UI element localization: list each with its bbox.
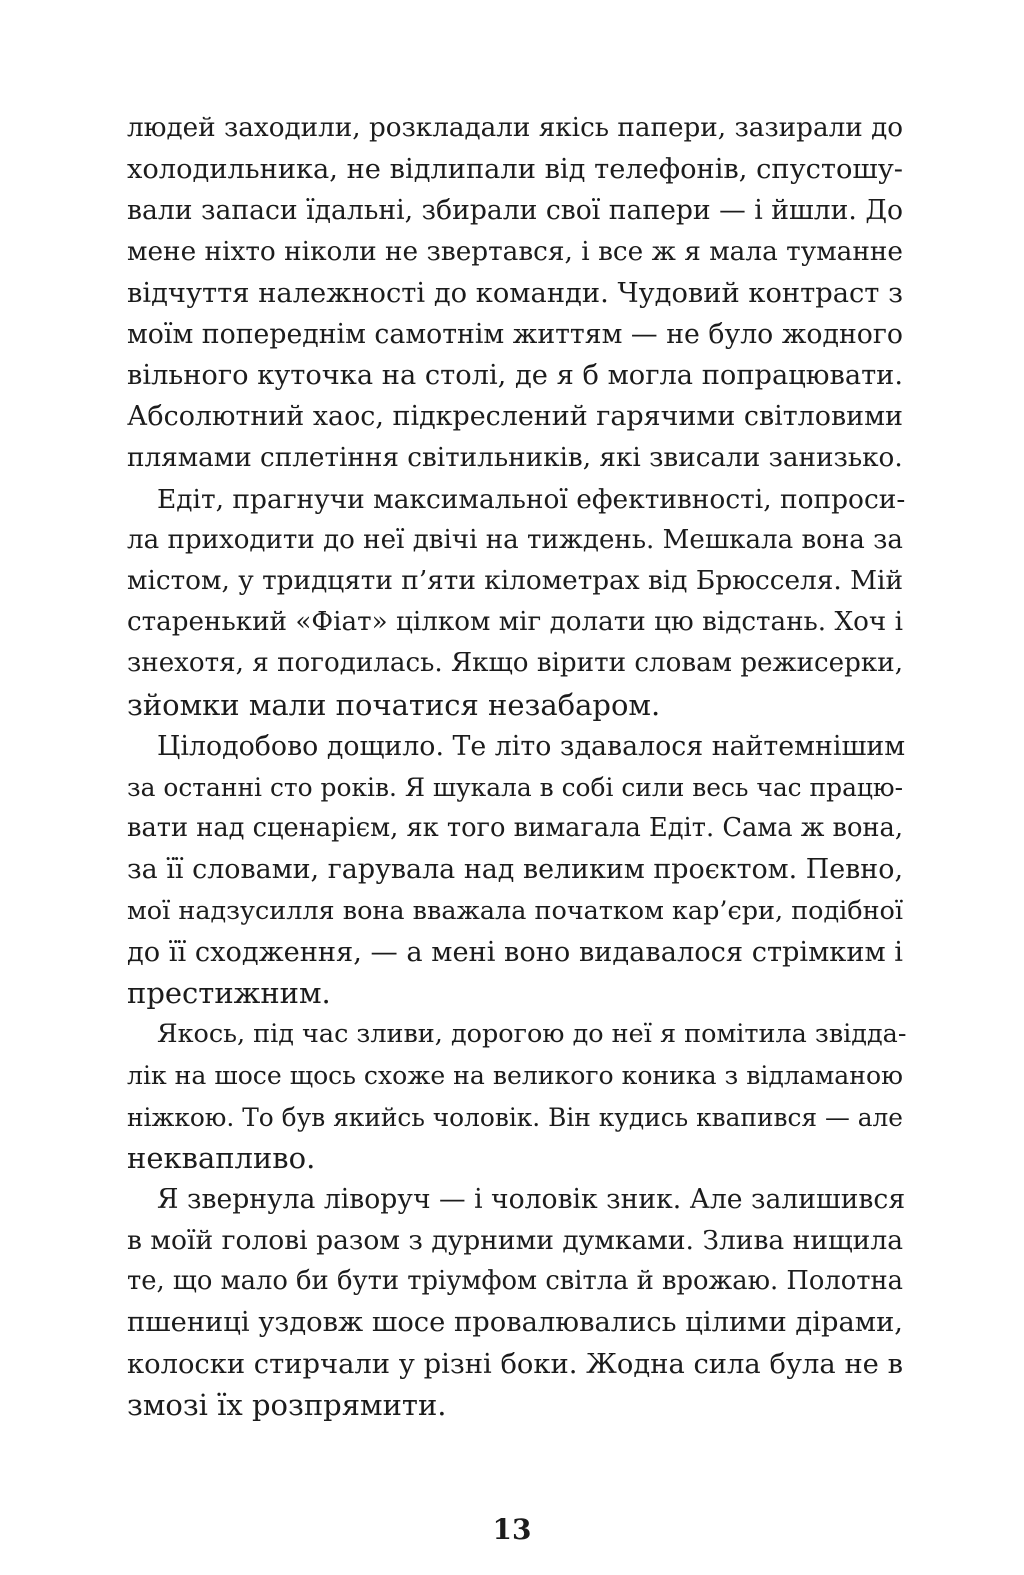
text-line: Едіт, прагнучи максимальної ефективності, попроси- bbox=[157, 483, 906, 515]
text-line: те, що мало би бути тріумфом світла й врожаю. Полотна bbox=[127, 1266, 903, 1297]
text-line: вільного куточка на столі, де я б могла попрацювати. bbox=[127, 360, 903, 392]
text-line: престижним. bbox=[127, 975, 331, 1010]
text-line: за її словами, гарувала над великим проєктом. Певно, bbox=[127, 854, 903, 886]
text-line: зйомки мали початися незабаром. bbox=[127, 687, 661, 722]
text-line: Абсолютний хаос, підкреслений гарячими світловими bbox=[127, 401, 904, 433]
text-line: ла приходити до неї двічі на тиждень. Мешкала вона за bbox=[127, 524, 903, 555]
text-line: відчуття належності до команди. Чудовий контраст з bbox=[127, 277, 903, 309]
text-line: старенький «Фіат» цілком міг долати цю відстань. Хоч і bbox=[127, 607, 903, 638]
text-line: лік на шосе щось схоже на великого коника з відламаною bbox=[127, 1061, 903, 1091]
text-line: людей заходили, розкладали якісь папери, зазирали до bbox=[127, 113, 903, 143]
text-line: знехотя, я погодилась. Якщо вірити словам режисерки, bbox=[127, 648, 904, 679]
text-line: Я звернула ліворуч — і чоловік зник. Але залишився bbox=[157, 1183, 906, 1215]
text-line: мене ніхто ніколи не звертався, і все ж я мала туманне bbox=[127, 236, 903, 267]
body-text bbox=[127, 108, 907, 1426]
text-line: мої надзусилля вона вважала початком кар’єри, подібної bbox=[127, 895, 903, 926]
page-number: 13 bbox=[492, 1513, 532, 1546]
text-line: до її сходження, — а мені воно видавалося стрімким і bbox=[127, 936, 903, 968]
text-line: холодильника, не відлипали від телефонів, спустошу- bbox=[127, 154, 903, 186]
text-line: змозі їх розпрямити. bbox=[127, 1387, 447, 1422]
text-line: вали запаси їдальні, збирали свої папери — і йшли. До bbox=[127, 195, 903, 227]
text-line: пшениці уздовж шосе провалювались цілими дірами, bbox=[127, 1307, 903, 1339]
text-line: плямами сплетіння світильників, які звисали занизько. bbox=[127, 442, 903, 473]
text-line: ніжкою. То був якийсь чоловік. Він кудись квапився — але bbox=[127, 1102, 903, 1132]
text-line: містом, у тридцяти п’яти кілометрах від Брюсселя. Мій bbox=[127, 566, 903, 597]
text-line: неквапливо. bbox=[127, 1140, 316, 1175]
text-line: в моїй голові разом з дурними думками. Злива нищила bbox=[127, 1225, 903, 1257]
text-line: за останні сто років. Я шукала в собі сили весь час працю- bbox=[127, 773, 903, 802]
text-line: колоски стирчали у різні боки. Жодна сила була не в bbox=[127, 1348, 903, 1380]
text-line: моїм попереднім самотнім життям — не було жодного bbox=[127, 318, 903, 350]
text-line: Якось, під час зливи, дорогою до неї я помітила звідда- bbox=[157, 1019, 907, 1050]
text-line: вати над сценарієм, як того вимагала Едіт. Сама ж вона, bbox=[127, 813, 903, 844]
text-line: Цілодобово дощило. Те літо здавалося найтемнішим bbox=[157, 730, 906, 762]
